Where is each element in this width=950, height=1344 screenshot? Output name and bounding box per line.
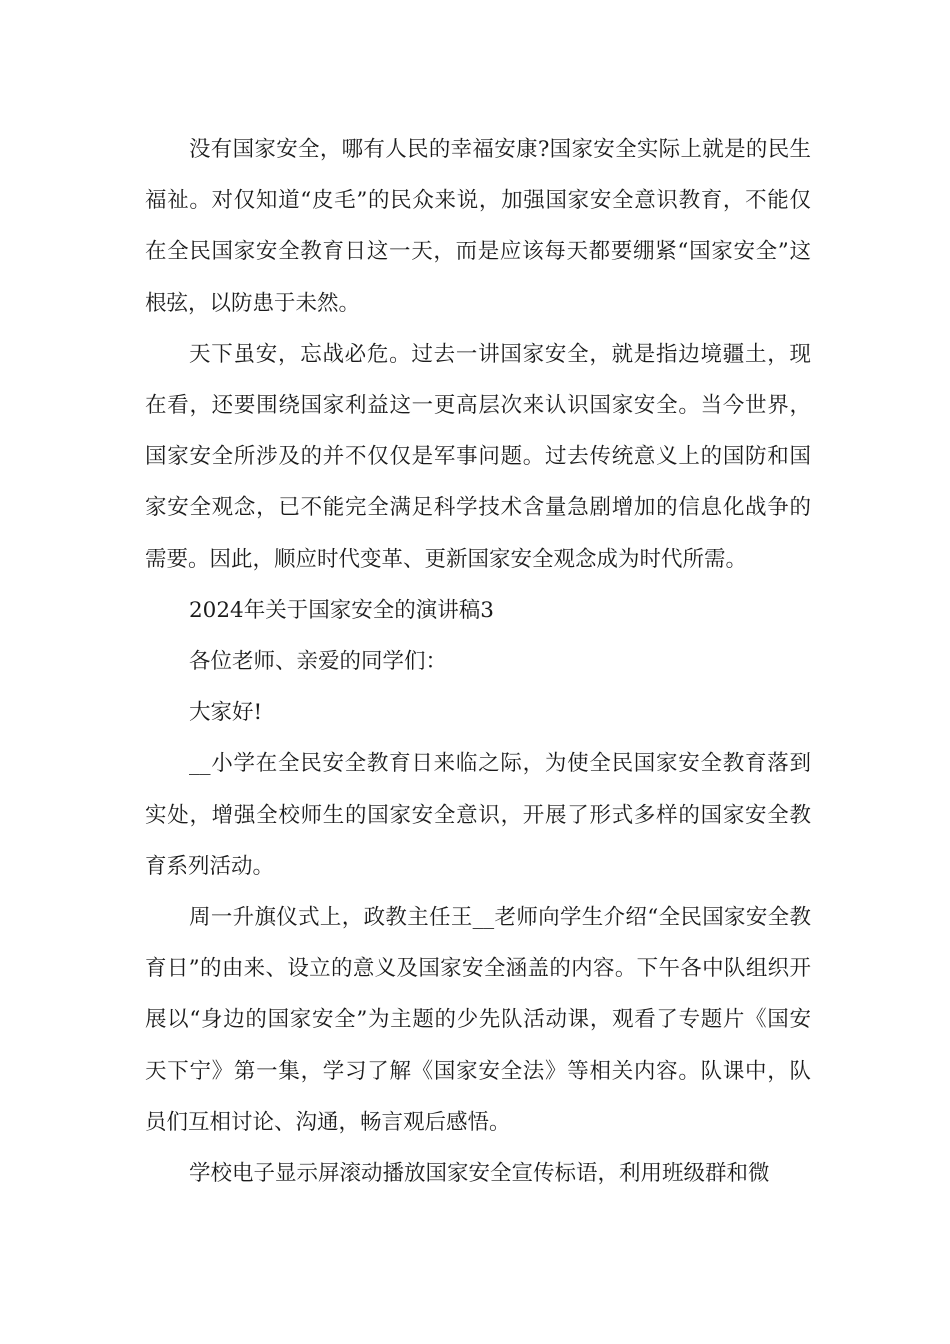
speech-title: 2024年关于国家安全的演讲稿3 [189,597,494,623]
salutation: 各位老师、亲爱的同学们： [189,649,448,675]
greeting: 大家好! [189,700,263,726]
paragraph-peace-danger: 天下虽安，忘战必危。过去一讲国家安全，就是指边境疆土，现在看，还要围绕国家利益这一更高层次来认识国家安全。当今世界，国家安全所涉及的并不仅仅是军事问题。过去传统意义上的国防和国家安全观念，已不能完全满足科学技术含量急剧增加的信息化战争的需要。因此，顺应时代变革、更新国家安全观念成为时代所需。 [145,341,811,572]
paragraph-school-activities: __小学在全民安全教育日来临之际，为使全民国家安全教育落到实处，增强全校师生的国家安全意识，开展了形式多样的国家安全教育系列活动。 [145,751,811,879]
paragraph-flag-ceremony: 周一升旗仪式上，政教主任王__老师向学生介绍“全民国家安全教育日”的由来、设立的意义及国家安全涵盖的内容。下午各中队组织开展以“身边的国家安全”为主题的少先队活动课，观看了专题片《国安天下宁》第一集，学习了解《国家安全法》等相关内容。队课中，队员们互相讨论、沟通，畅言观后感悟。 [145,905,811,1135]
paragraph-electronic-display: 学校电子显示屏滚动播放国家安全宣传标语，利用班级群和微 [189,1161,770,1187]
paragraph-national-security-welfare: 没有国家安全，哪有人民的幸福安康?国家安全实际上就是的民生福祉。对仅知道“皮毛”的民众来说，加强国家安全意识教育，不能仅在全民国家安全教育日这一天，而是应该每天都要绷紧“国家安全”这根弦，以防患于未然。 [145,137,811,316]
document-page [145,124,811,1199]
